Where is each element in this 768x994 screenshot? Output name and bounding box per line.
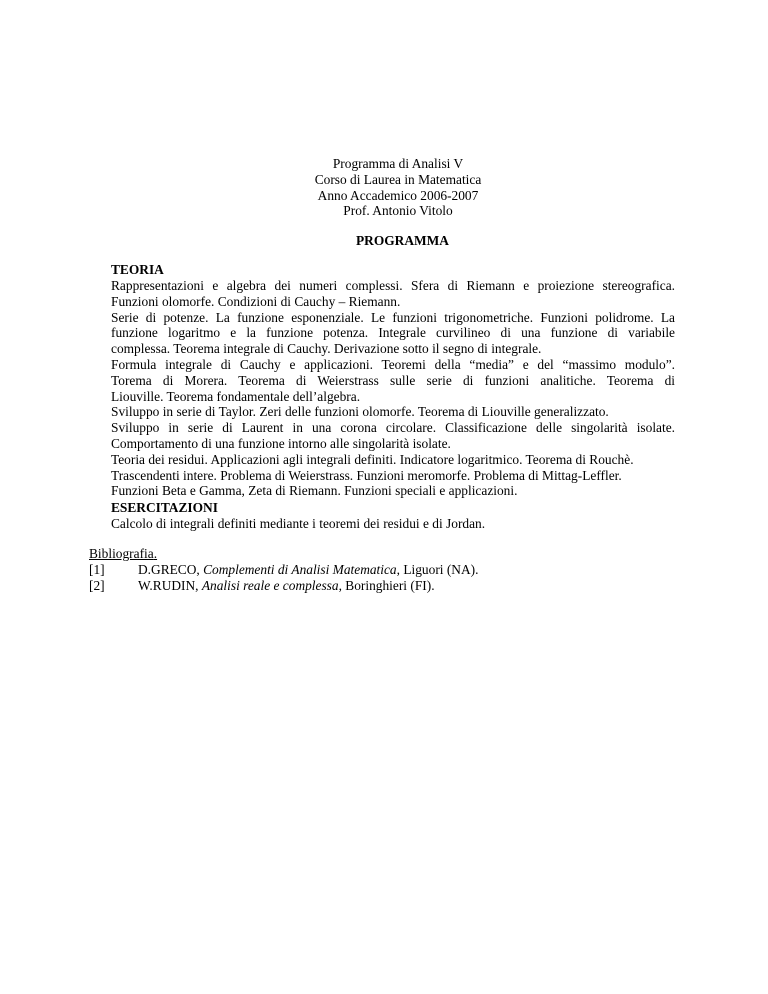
teoria-line: funzione logaritmo e la funzione potenza. Integrale curvilineo di una funzione di variabile: [111, 325, 675, 341]
teoria-line: Comportamento di una funzione intorno alle singolarità isolate.: [111, 435, 451, 451]
teoria-line: Serie di potenze. La funzione esponenziale. Le funzioni trigonometriche. Funzioni polidrome. La: [111, 309, 675, 325]
teoria-line: complessa. Teorema integrale di Cauchy. Derivazione sotto il segno di integrale.: [111, 341, 542, 357]
esercitazioni-title: ESERCITAZIONI: [111, 500, 218, 515]
reference-work: Complementi di Analisi Matematica: [203, 562, 397, 577]
reference-work: Analisi reale e complessa: [201, 578, 339, 593]
esercitazioni-text: Calcolo di integrali definiti mediante i teoremi dei residui e di Jordan.: [111, 516, 486, 531]
reference-text: [138, 562, 478, 578]
teoria-line: Liouville. Teorema fondamentale dell’algebra.: [111, 388, 361, 404]
reference-item: [89, 562, 649, 578]
teoria-section: [111, 262, 675, 499]
bibliografia-dot: .: [153, 546, 158, 561]
reference-item: [89, 578, 649, 594]
teoria-title: TEORIA: [111, 262, 164, 277]
professor-name: Prof. Antonio Vitolo: [343, 203, 453, 219]
reference-number: [2]: [89, 578, 105, 593]
bibliografia-label: Bibliografia: [89, 546, 154, 561]
bibliografia-section: [89, 546, 649, 594]
esercitazioni-section: [111, 500, 675, 532]
academic-year: Anno Accademico 2006-2007: [317, 187, 479, 203]
teoria-line: Formula integrale di Cauchy e applicazioni. Teoremi della “media” e del “massimo modulo”.: [111, 356, 675, 372]
teoria-line: Funzioni Beta e Gamma, Zeta di Riemann. Funzioni speciali e applicazioni.: [111, 483, 518, 499]
reference-text: [138, 578, 435, 594]
reference-author: W.RUDIN,: [138, 578, 202, 593]
document-header: [0, 156, 768, 219]
teoria-line: Torema di Morera. Teorema di Weierstrass sulle serie di funzioni analitiche. Teorema di: [111, 372, 675, 388]
program-heading: PROGRAMMA: [356, 233, 449, 248]
teoria-line: Teoria dei residui. Applicazioni agli integrali definiti. Indicatore logaritmico. Teorema di Rouchè.: [111, 451, 634, 467]
bibliografia-title: [89, 546, 649, 562]
reference-number: [1]: [89, 562, 105, 577]
teoria-line: Sviluppo in serie di Taylor. Zeri delle funzioni olomorfe. Teorema di Liouville generalizzato.: [111, 404, 609, 420]
reference-publisher: , Liguori (NA).: [396, 562, 479, 577]
degree-course: Corso di Laurea in Matematica: [314, 171, 482, 187]
reference-publisher: , Boringhieri (FI).: [338, 578, 435, 593]
teoria-line: Funzioni olomorfe. Condizioni di Cauchy – Riemann.: [111, 293, 401, 309]
teoria-line: Rappresentazioni e algebra dei numeri complessi. Sfera di Riemann e proiezione stereografica.: [111, 278, 675, 293]
teoria-line: Sviluppo in serie di Laurent in una corona circolare. Classificazione delle singolarità isolate.: [111, 420, 675, 436]
reference-author: D.GRECO,: [138, 562, 204, 577]
teoria-line: Trascendenti intere. Problema di Weierstrass. Funzioni meromorfe. Problema di Mittag-Leffler.: [111, 467, 622, 483]
course-title: Programma di Analisi V: [332, 156, 464, 171]
